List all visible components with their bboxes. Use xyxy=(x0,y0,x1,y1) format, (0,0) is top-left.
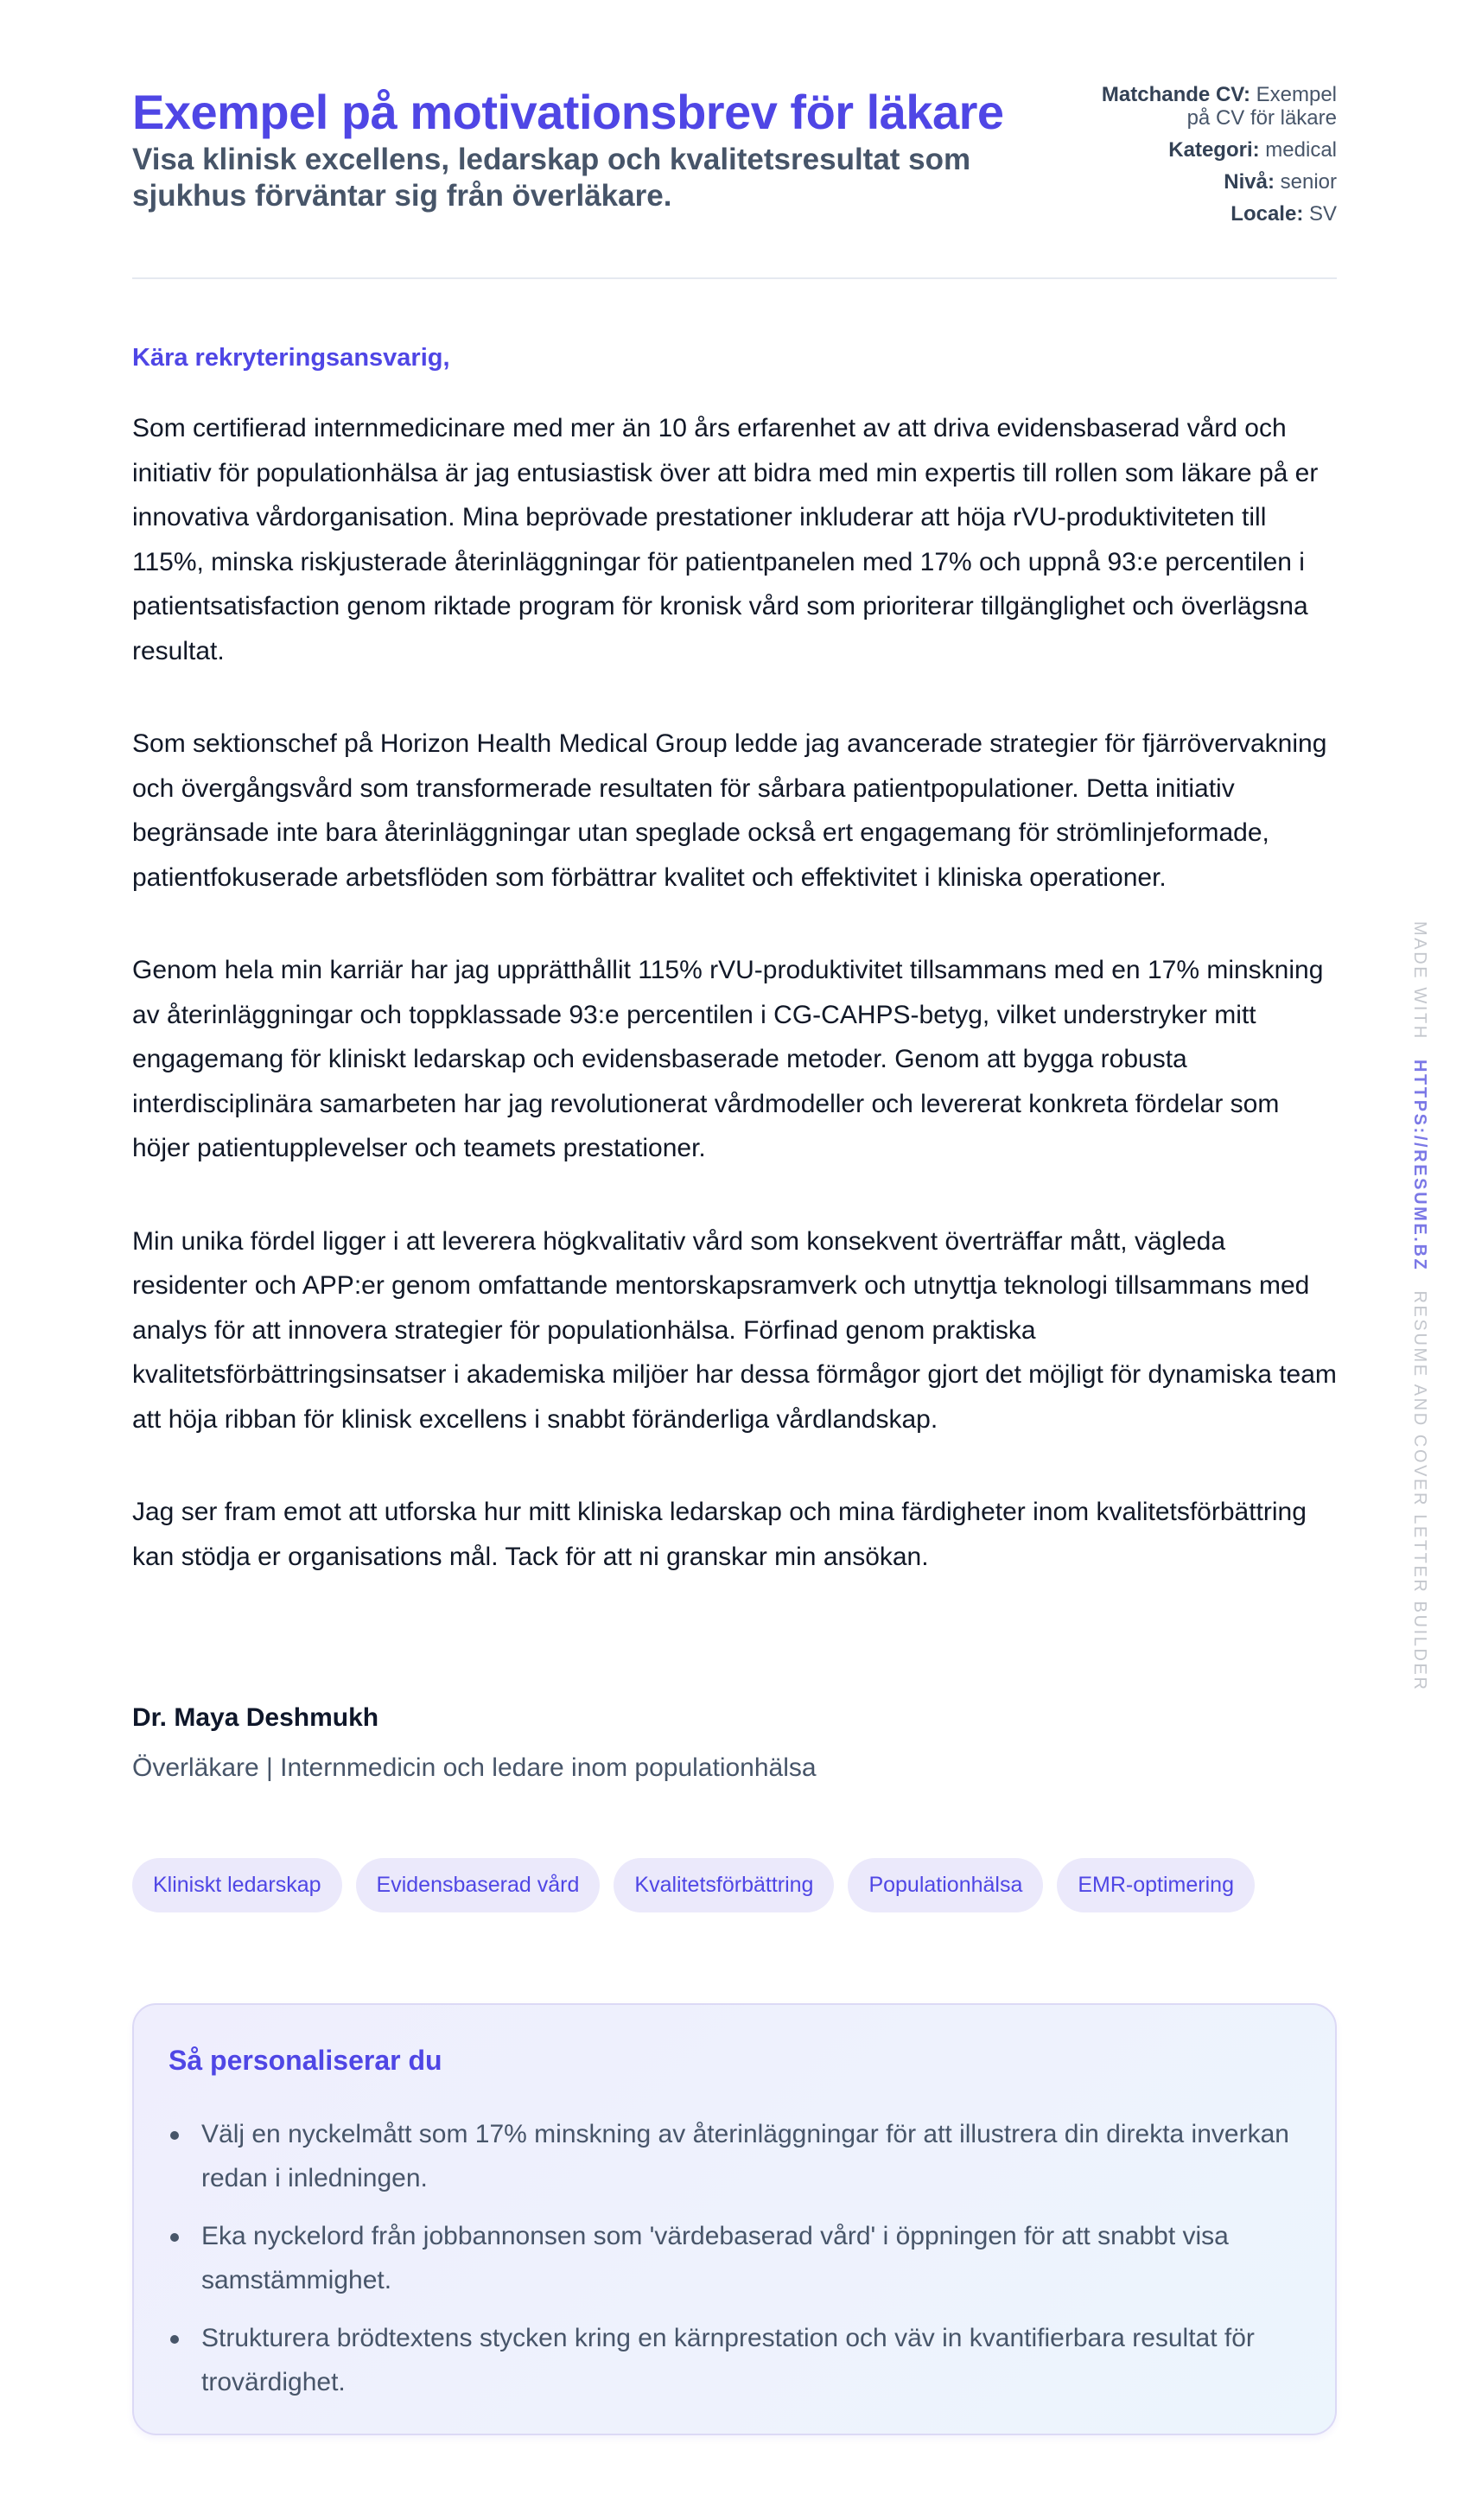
meta-panel xyxy=(1078,83,1337,234)
letter-paragraph: Jag ser fram emot att utforska hur mitt kliniska ledarskap och mina färdigheter inom kvalitetsförbättring kan stödja er organisations mål. Tack för att ni granskar min ansökan. xyxy=(132,1498,1307,1571)
meta-value: SV xyxy=(1308,202,1337,226)
letter-paragraph: Som sektionschef på Horizon Health Medical Group ledde jag avancerade strategier för fjärrövervakning och övergångsvård som transformerade resultaten för sårbara patientpopulationer. Detta initiativ begränsade inte bara återinläggningar utan speglade också ert engagemang för strömlinjeformade, patientfokuserade arbetsflöden som förbättrar kvalitet och effektivitet i kliniska operationer. xyxy=(132,729,1327,892)
letter-paragraph: Min unika fördel ligger i att leverera högkvalitativ vård som konsekvent överträffar mått, vägleda residenter och APP:er genom omfattande mentorskapsramverk och utnyttja teknologi tillsammans med analys för att innovera strategier för populationhälsa. Förfinad genom praktiska kvalitetsförbättringsinsatser i akademiska miljöer har dessa förmågor gjort det möjligt för dynamiska team att höja ribban för klinisk excellens i snabbt föränderliga vårdlandskap. xyxy=(132,1226,1337,1434)
meta-key: Kategori: xyxy=(1168,138,1260,162)
signature-name: Dr. Maya Deshmukh xyxy=(132,1703,379,1732)
meta-key: Matchande CV: xyxy=(1101,83,1250,106)
header-divider xyxy=(132,277,1337,279)
tips-title: Så personaliserar du xyxy=(169,2045,442,2076)
skill-tag: EMR-optimering xyxy=(1057,1858,1255,1912)
personalization-tips xyxy=(132,2003,1337,2435)
skill-tags xyxy=(132,1858,1255,1912)
watermark-suffix: RESUME AND COVER LETTER BUILDER xyxy=(1410,1290,1429,1692)
meta-matching-cv xyxy=(1078,83,1337,130)
watermark-text xyxy=(1408,921,1432,1692)
bullet-icon xyxy=(170,2233,179,2242)
letter-paragraph: Genom hela min karriär har jag upprätthållit 115% rVU-produktivitet tillsammans med en 17% minskning av återinläggningar och toppklassade 93:e percentilen i CG-CAHPS-betyg, vilket understryker mitt engagemang för kliniskt ledarskap och evidensbaserade metoder. Genom att bygga robusta interdisciplinära samarbeten har jag revolutionerat vårdmodeller och levererat konkreta fördelar som höjer patientupplevelser och teamets prestationer. xyxy=(132,956,1324,1162)
letter-salutation: Kära rekryteringsansvarig, xyxy=(132,344,450,372)
signature-title: Överläkare | Internmedicin och ledare inom populationhälsa xyxy=(132,1753,817,1782)
tips-item-text: Strukturera brödtextens stycken kring en kärnprestation och väv in kvantifierbara resultat för trovärdighet. xyxy=(201,2324,1255,2396)
meta-key: Nivå: xyxy=(1224,170,1275,194)
meta-category xyxy=(1078,138,1337,162)
bullet-icon xyxy=(170,2131,179,2140)
letter-paragraph: Som certifierad internmedicinare med mer än 10 års erfarenhet av att driva evidensbaserad vård och initiativ för populationhälsa är jag entusiastisk över att bidra med min expertis till rollen som läkare på er innovativa vårdorganisation. Mina beprövade prestationer inkluderar att höja rVU-produktiviteten till 115%, minska riskjusterade återinläggningar för patientpanelen med 17% och uppnå 93:e percentilen i patientsatisfaction genom riktade program för kronisk vård som prioriterar tillgänglighet och överlägsna resultat. xyxy=(132,414,1319,665)
meta-key: Locale: xyxy=(1231,202,1304,226)
page-header xyxy=(132,80,1337,278)
tips-item-text: Välj en nyckelmått som 17% minskning av återinläggningar för att illustrera din direkta inverkan redan i inledningen. xyxy=(201,2120,1289,2192)
page-subtitle: Visa klinisk excellens, ledarskap och kvalitetsresultat som sjukhus förväntar sig från överläkare. xyxy=(132,143,971,213)
watermark-prefix: MADE WITH xyxy=(1410,921,1429,1040)
meta-locale xyxy=(1078,202,1337,226)
bullet-icon xyxy=(170,2335,179,2344)
vertical-watermark xyxy=(1406,921,1432,1692)
tips-item xyxy=(169,2112,1292,2200)
skill-tag: Kvalitetsförbättring xyxy=(614,1858,834,1912)
meta-value: Exempel på CV för läkare xyxy=(1186,83,1337,130)
page-title: Exempel på motivationsbrev för läkare xyxy=(132,85,1004,139)
meta-level xyxy=(1078,170,1337,194)
meta-value: medical xyxy=(1265,138,1337,162)
tips-item xyxy=(169,2214,1292,2302)
letter-body xyxy=(132,406,1337,1627)
tips-item xyxy=(169,2316,1292,2404)
tips-list xyxy=(169,2112,1292,2418)
watermark-link[interactable]: HTTPS://RESUME.BZ xyxy=(1410,1060,1429,1272)
meta-value: senior xyxy=(1280,170,1337,194)
skill-tag: Evidensbaserad vård xyxy=(356,1858,601,1912)
skill-tag: Kliniskt ledarskap xyxy=(132,1858,342,1912)
skill-tag: Populationhälsa xyxy=(848,1858,1043,1912)
tips-item-text: Eka nyckelord från jobbannonsen som 'värdebaserad vård' i öppningen för att snabbt visa samstämmighet. xyxy=(201,2222,1229,2294)
letter-signature xyxy=(132,1701,1337,1785)
